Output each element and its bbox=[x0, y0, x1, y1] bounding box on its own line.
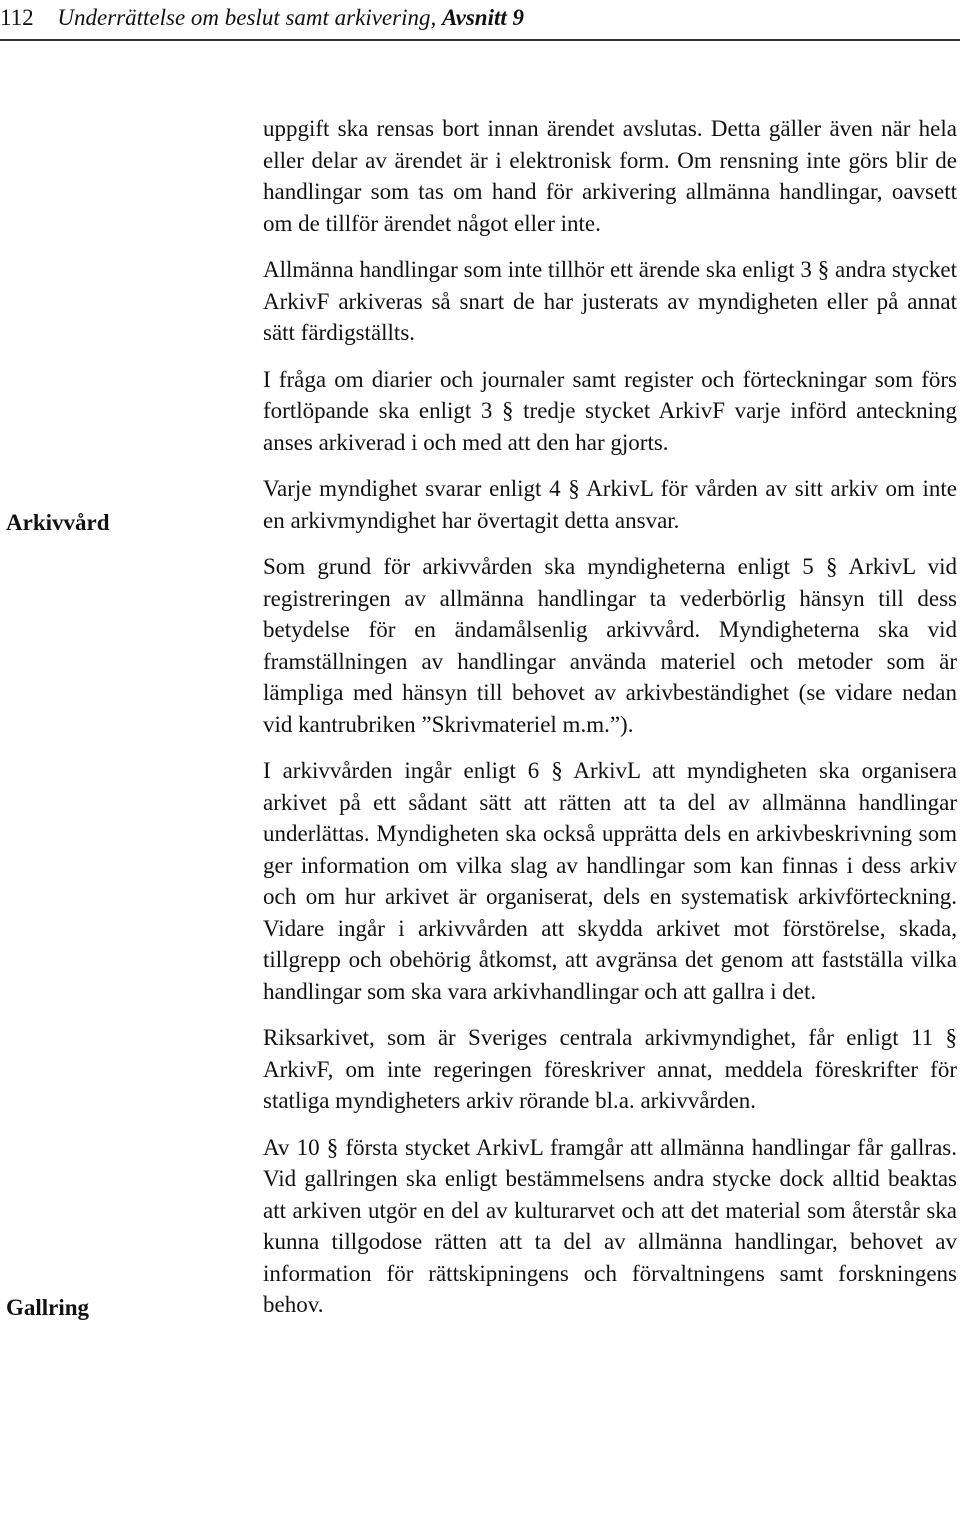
margin-heading-arkivvard: Arkivvård bbox=[6, 510, 110, 535]
paragraph: I arkivvården ingår enligt 6 § ArkivL att myndigheten ska organisera arkivet på ett sådant sätt att rätten att ta del av allmänna handlingar underlättas. Myndigheten ska också upprätta dels en arkivbeskrivning som ger information om vilka slag av handlingar som kan finnas i dess arkiv och om hur arkivet är organiserat, dels en systematisk arkivförteckning. Vidare ingår i arkivvården att skydda arkivet mot förstörelse, skada, tillgrepp och obehörig åtkomst, att avgränsa det genom att fastställa vilka handlingar som ska vara arkivhandlingar och att gallra i det. bbox=[263, 758, 957, 1004]
paragraph: Som grund för arkivvården ska myndigheterna enligt 5 § ArkivL vid registreringen av allmänna handlingar ta vederbörlig hänsyn till dess betydelse för en ändamålsenlig arkivvård. Myndigheterna ska vid framställningen av handlingar använda materiel och metoder som är lämpliga med hänsyn till behovet av arkivbeständighet (se vidare nedan vid kantrubriken ”Skrivmateriel m.m.”). bbox=[263, 554, 957, 737]
body-text bbox=[263, 113, 957, 1336]
running-title bbox=[57, 5, 524, 30]
margin-heading-gallring: Gallring bbox=[6, 1295, 90, 1320]
paragraph: Allmänna handlingar som inte tillhör ett ärende ska enligt 3 § andra stycket ArkivF arkiveras så snart de har justerats av myndigheten eller på annat sätt färdigställts. bbox=[263, 257, 957, 345]
page-header bbox=[0, 2, 524, 34]
running-title-section: Avsnitt 9 bbox=[441, 5, 524, 30]
paragraph: Av 10 § första stycket ArkivL framgår att allmänna handlingar får gallras. Vid gallringen ska enligt bestämmelsens andra stycke dock alltid beaktas att arkiven utgör en del av kulturarvet och att det material som återstår ska kunna tillgodose rätten att ta del av allmänna handlingar, behovet av information för rättskipningens och förvaltningens samt forskningens behov. bbox=[263, 1134, 957, 1317]
paragraph: I fråga om diarier och journaler samt register och förteckningar som förs fortlöpande ska enligt 3 § tredje stycket ArkivF varje införd anteckning anses arkiverad i och med att den har gjorts. bbox=[263, 366, 957, 455]
running-title-text: Underrättelse om beslut samt arkivering, bbox=[57, 5, 437, 30]
paragraph: Varje myndighet svarar enligt 4 § ArkivL för vården av sitt arkiv om inte en arkivmyndighet har övertagit detta ansvar. bbox=[263, 476, 957, 533]
paragraph: Riksarkivet, som är Sveriges centrala arkivmyndighet, får enligt 11 § ArkivF, om inte regeringen föreskriver annat, meddela föreskrifter för statliga myndigheters arkiv rörande bl.a. arkivvården. bbox=[263, 1025, 957, 1113]
page-number: 112 bbox=[0, 5, 34, 30]
header-divider bbox=[0, 39, 960, 41]
paragraph: uppgift ska rensas bort innan ärendet avslutas. Detta gäller även när hela eller delar av ärendet är i elektronisk form. Om rensning inte görs blir de handlingar som tas om hand för arkivering allmänna handlingar, oavsett om de tillför ärendet något eller inte. bbox=[263, 116, 957, 236]
